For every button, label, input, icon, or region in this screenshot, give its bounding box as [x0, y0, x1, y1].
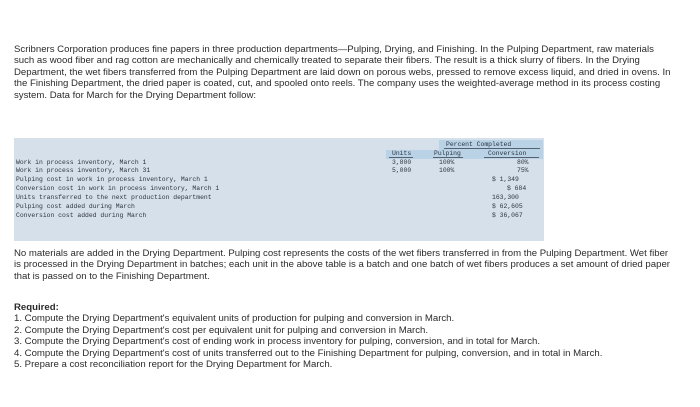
- row-conversion: 163,300: [492, 194, 519, 201]
- row-label: Conversion cost added during March: [16, 212, 147, 219]
- row-conversion: 80%: [517, 159, 529, 166]
- row-pulping: 100%: [439, 159, 455, 166]
- row-label: Work in process inventory, March 31: [16, 167, 151, 174]
- row-conversion: $ 1,349: [492, 176, 519, 183]
- row-conversion: 75%: [517, 167, 529, 174]
- header-pulping: Pulping: [434, 150, 461, 157]
- row-units: 5,000: [392, 167, 412, 174]
- required-section: [14, 302, 676, 370]
- row-units: 3,800: [392, 159, 412, 166]
- header-rule-conversion: [484, 157, 539, 158]
- required-item: 1. Compute the Drying Department's equivalent units of production for pulping and conversion in March.: [14, 313, 455, 325]
- header-units: Units: [392, 150, 412, 157]
- row-label: Pulping cost added during March: [16, 203, 135, 210]
- header-percent-completed: Percent Completed: [446, 141, 512, 148]
- row-label: Units transferred to the next production department: [16, 194, 212, 201]
- required-item: 5. Prepare a cost reconciliation report for the Drying Department for March.: [14, 359, 333, 371]
- row-pulping: 100%: [439, 167, 455, 174]
- required-item: 4. Compute the Drying Department's cost of units transferred out to the Finishing Department for pulping, conversion, and in total in March.: [14, 347, 603, 359]
- data-table: [14, 138, 544, 241]
- required-title: Required:: [14, 302, 59, 313]
- required-item: 2. Compute the Drying Department's cost per equivalent unit for pulping and conversion in March.: [14, 324, 429, 336]
- header-rule-top: [444, 148, 540, 149]
- row-label: Work in process inventory, March 1: [16, 159, 147, 166]
- row-conversion: $ 684: [507, 185, 527, 192]
- row-conversion: $ 62,605: [492, 203, 523, 210]
- header-rule-units: [389, 157, 413, 158]
- row-label: Conversion cost in work in process inventory, March 1: [16, 185, 220, 192]
- required-item: 3. Compute the Drying Department's cost of ending work in process inventory for pulping, conversion, and in total for March.: [14, 336, 541, 348]
- row-label: Pulping cost in work in process inventory, March 1: [16, 176, 208, 183]
- header-conversion: Conversion: [488, 150, 527, 157]
- row-conversion: $ 36,067: [492, 212, 523, 219]
- intro-paragraph: Scribners Corporation produces fine papers in three production departments—Pulping, Drying, and Finishing. In the Pulping Department, raw materials such as wood fiber and rag cotton are mechanically and chemically treated to separate their fibers. The result is a thick slurry of fibers. In the Drying Department, the wet fibers transferred from the Pulping Department are laid down on porous webs, pressed to remove excess liquid, and dried in ovens. In the Finishing Department, the dried paper is coated, cut, and spooled onto reels. The company uses the weighted-average method in its process costing system. Data for March for the Drying Department follow:: [14, 44, 671, 101]
- explanation-paragraph: No materials are added in the Drying Department. Pulping cost represents the costs of the wet fibers transferred in from the Pulping Department. Wet fiber is processed in the Drying Department in batches; each unit in the above table is a batch and one batch of wet fibers produces a set amount of dried paper that is passed on to the Finishing Department.: [14, 248, 670, 282]
- header-rule-pulping: [433, 157, 463, 158]
